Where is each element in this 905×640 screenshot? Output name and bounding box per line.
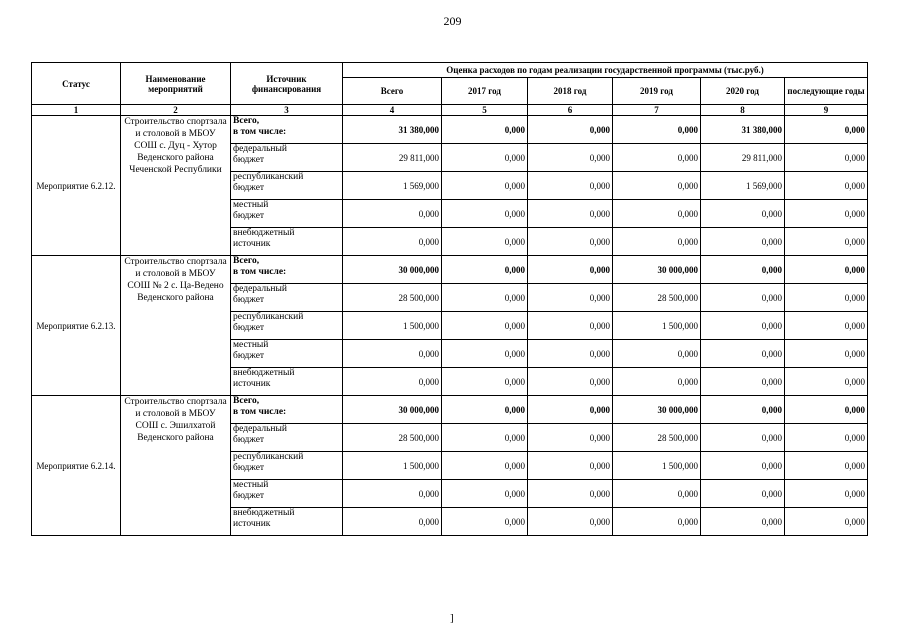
funding-source-cell: Всего, в том числе: xyxy=(231,396,343,424)
column-number: 2 xyxy=(121,105,231,116)
header-source: Источник финансирования xyxy=(231,63,343,105)
value-later-years: 0,000 xyxy=(785,228,868,256)
value-2020: 29 811,000 xyxy=(701,144,785,172)
value-2020: 0,000 xyxy=(701,228,785,256)
value-total: 1 500,000 xyxy=(343,312,442,340)
value-2018: 0,000 xyxy=(528,312,613,340)
page-number: 209 xyxy=(443,14,462,28)
value-total: 1 569,000 xyxy=(343,172,442,200)
value-2019: 28 500,000 xyxy=(613,284,701,312)
value-2017: 0,000 xyxy=(442,284,528,312)
column-number: 6 xyxy=(528,105,613,116)
value-2018: 0,000 xyxy=(528,228,613,256)
funding-source-cell: республиканский бюджет xyxy=(231,312,343,340)
value-total: 0,000 xyxy=(343,200,442,228)
value-2018: 0,000 xyxy=(528,424,613,452)
header-status: Статус xyxy=(32,63,121,105)
value-2017: 0,000 xyxy=(442,200,528,228)
column-number: 7 xyxy=(613,105,701,116)
value-2017: 0,000 xyxy=(442,368,528,396)
value-total: 31 380,000 xyxy=(343,116,442,144)
value-2019: 0,000 xyxy=(613,340,701,368)
funding-source-cell: местный бюджет xyxy=(231,480,343,508)
activity-name-cell: Строительство спортзала и столовой в МБОУ СОШ с. Дуц - Хутор Веденского района Чеченской Республики xyxy=(121,116,231,256)
activity-name-cell: Строительство спортзала и столовой в МБОУ СОШ с. Эшилхатой Веденского района xyxy=(121,396,231,536)
footer-mark: ] xyxy=(450,612,454,624)
value-2020: 0,000 xyxy=(701,424,785,452)
value-total: 30 000,000 xyxy=(343,256,442,284)
value-2018: 0,000 xyxy=(528,508,613,536)
funding-source-cell: внебюджетный источник xyxy=(231,368,343,396)
table-row xyxy=(32,396,868,424)
value-total: 1 500,000 xyxy=(343,452,442,480)
value-2020: 1 569,000 xyxy=(701,172,785,200)
funding-source-cell: республиканский бюджет xyxy=(231,452,343,480)
value-2018: 0,000 xyxy=(528,452,613,480)
column-number: 5 xyxy=(442,105,528,116)
value-2020: 0,000 xyxy=(701,368,785,396)
status-cell: Мероприятие 6.2.13. xyxy=(32,256,121,396)
value-2019: 28 500,000 xyxy=(613,424,701,452)
value-2019: 0,000 xyxy=(613,508,701,536)
value-2018: 0,000 xyxy=(528,116,613,144)
table-body xyxy=(32,116,868,536)
header-2019: 2019 год xyxy=(613,78,701,105)
header-name: Наименование мероприятий xyxy=(121,63,231,105)
funding-source-cell: внебюджетный источник xyxy=(231,228,343,256)
value-2019: 0,000 xyxy=(613,172,701,200)
funding-source-cell: местный бюджет xyxy=(231,200,343,228)
value-2018: 0,000 xyxy=(528,368,613,396)
value-2017: 0,000 xyxy=(442,228,528,256)
value-total: 0,000 xyxy=(343,340,442,368)
value-total: 30 000,000 xyxy=(343,396,442,424)
value-2020: 31 380,000 xyxy=(701,116,785,144)
value-2019: 1 500,000 xyxy=(613,452,701,480)
header-estimate: Оценка расходов по годам реализации государственной программы (тыс.руб.) xyxy=(343,63,868,78)
funding-source-cell: Всего, в том числе: xyxy=(231,116,343,144)
table-row xyxy=(32,116,868,144)
value-2017: 0,000 xyxy=(442,452,528,480)
value-total: 0,000 xyxy=(343,508,442,536)
value-2017: 0,000 xyxy=(442,396,528,424)
value-total: 0,000 xyxy=(343,228,442,256)
value-2017: 0,000 xyxy=(442,340,528,368)
value-2017: 0,000 xyxy=(442,172,528,200)
value-later-years: 0,000 xyxy=(785,368,868,396)
value-total: 29 811,000 xyxy=(343,144,442,172)
column-number: 9 xyxy=(785,105,868,116)
value-2020: 0,000 xyxy=(701,480,785,508)
value-later-years: 0,000 xyxy=(785,144,868,172)
budget-table xyxy=(31,62,868,536)
header-later-years: последующие годы xyxy=(785,78,868,105)
value-2020: 0,000 xyxy=(701,340,785,368)
column-number-row xyxy=(32,105,868,116)
value-later-years: 0,000 xyxy=(785,424,868,452)
value-2020: 0,000 xyxy=(701,284,785,312)
value-2020: 0,000 xyxy=(701,312,785,340)
value-later-years: 0,000 xyxy=(785,312,868,340)
value-2019: 0,000 xyxy=(613,368,701,396)
value-2017: 0,000 xyxy=(442,116,528,144)
value-2019: 0,000 xyxy=(613,480,701,508)
value-2018: 0,000 xyxy=(528,144,613,172)
value-2017: 0,000 xyxy=(442,256,528,284)
value-2019: 30 000,000 xyxy=(613,256,701,284)
funding-source-cell: местный бюджет xyxy=(231,340,343,368)
value-total: 28 500,000 xyxy=(343,424,442,452)
value-2019: 0,000 xyxy=(613,200,701,228)
header-total: Всего xyxy=(343,78,442,105)
value-later-years: 0,000 xyxy=(785,284,868,312)
funding-source-cell: внебюджетный источник xyxy=(231,508,343,536)
value-2018: 0,000 xyxy=(528,172,613,200)
value-later-years: 0,000 xyxy=(785,172,868,200)
value-2017: 0,000 xyxy=(442,312,528,340)
status-cell: Мероприятие 6.2.14. xyxy=(32,396,121,536)
value-2018: 0,000 xyxy=(528,200,613,228)
header-2018: 2018 год xyxy=(528,78,613,105)
value-2018: 0,000 xyxy=(528,480,613,508)
value-later-years: 0,000 xyxy=(785,480,868,508)
value-2019: 0,000 xyxy=(613,144,701,172)
funding-source-cell: федеральный бюджет xyxy=(231,424,343,452)
value-2018: 0,000 xyxy=(528,396,613,424)
value-2019: 0,000 xyxy=(613,228,701,256)
column-number: 1 xyxy=(32,105,121,116)
value-later-years: 0,000 xyxy=(785,256,868,284)
table-row xyxy=(32,256,868,284)
value-2017: 0,000 xyxy=(442,480,528,508)
value-2018: 0,000 xyxy=(528,284,613,312)
value-2018: 0,000 xyxy=(528,256,613,284)
value-2020: 0,000 xyxy=(701,452,785,480)
funding-source-cell: Всего, в том числе: xyxy=(231,256,343,284)
funding-source-cell: республиканский бюджет xyxy=(231,172,343,200)
funding-source-cell: федеральный бюджет xyxy=(231,284,343,312)
activity-name-cell: Строительство спортзала и столовой в МБОУ СОШ № 2 с. Ца-Ведено Веденского района xyxy=(121,256,231,396)
column-number: 8 xyxy=(701,105,785,116)
status-cell: Мероприятие 6.2.12. xyxy=(32,116,121,256)
value-total: 0,000 xyxy=(343,368,442,396)
value-2020: 0,000 xyxy=(701,256,785,284)
value-later-years: 0,000 xyxy=(785,340,868,368)
value-later-years: 0,000 xyxy=(785,452,868,480)
header-2020: 2020 год xyxy=(701,78,785,105)
value-later-years: 0,000 xyxy=(785,396,868,424)
value-2017: 0,000 xyxy=(442,424,528,452)
value-total: 0,000 xyxy=(343,480,442,508)
table-header xyxy=(32,63,868,116)
value-2019: 0,000 xyxy=(613,116,701,144)
value-2019: 30 000,000 xyxy=(613,396,701,424)
value-2017: 0,000 xyxy=(442,508,528,536)
value-2017: 0,000 xyxy=(442,144,528,172)
header-2017: 2017 год xyxy=(442,78,528,105)
value-2018: 0,000 xyxy=(528,340,613,368)
funding-source-cell: федеральный бюджет xyxy=(231,144,343,172)
value-total: 28 500,000 xyxy=(343,284,442,312)
value-later-years: 0,000 xyxy=(785,116,868,144)
value-2020: 0,000 xyxy=(701,396,785,424)
column-number: 4 xyxy=(343,105,442,116)
value-2019: 1 500,000 xyxy=(613,312,701,340)
column-number: 3 xyxy=(231,105,343,116)
value-2020: 0,000 xyxy=(701,200,785,228)
value-later-years: 0,000 xyxy=(785,200,868,228)
value-2020: 0,000 xyxy=(701,508,785,536)
value-later-years: 0,000 xyxy=(785,508,868,536)
